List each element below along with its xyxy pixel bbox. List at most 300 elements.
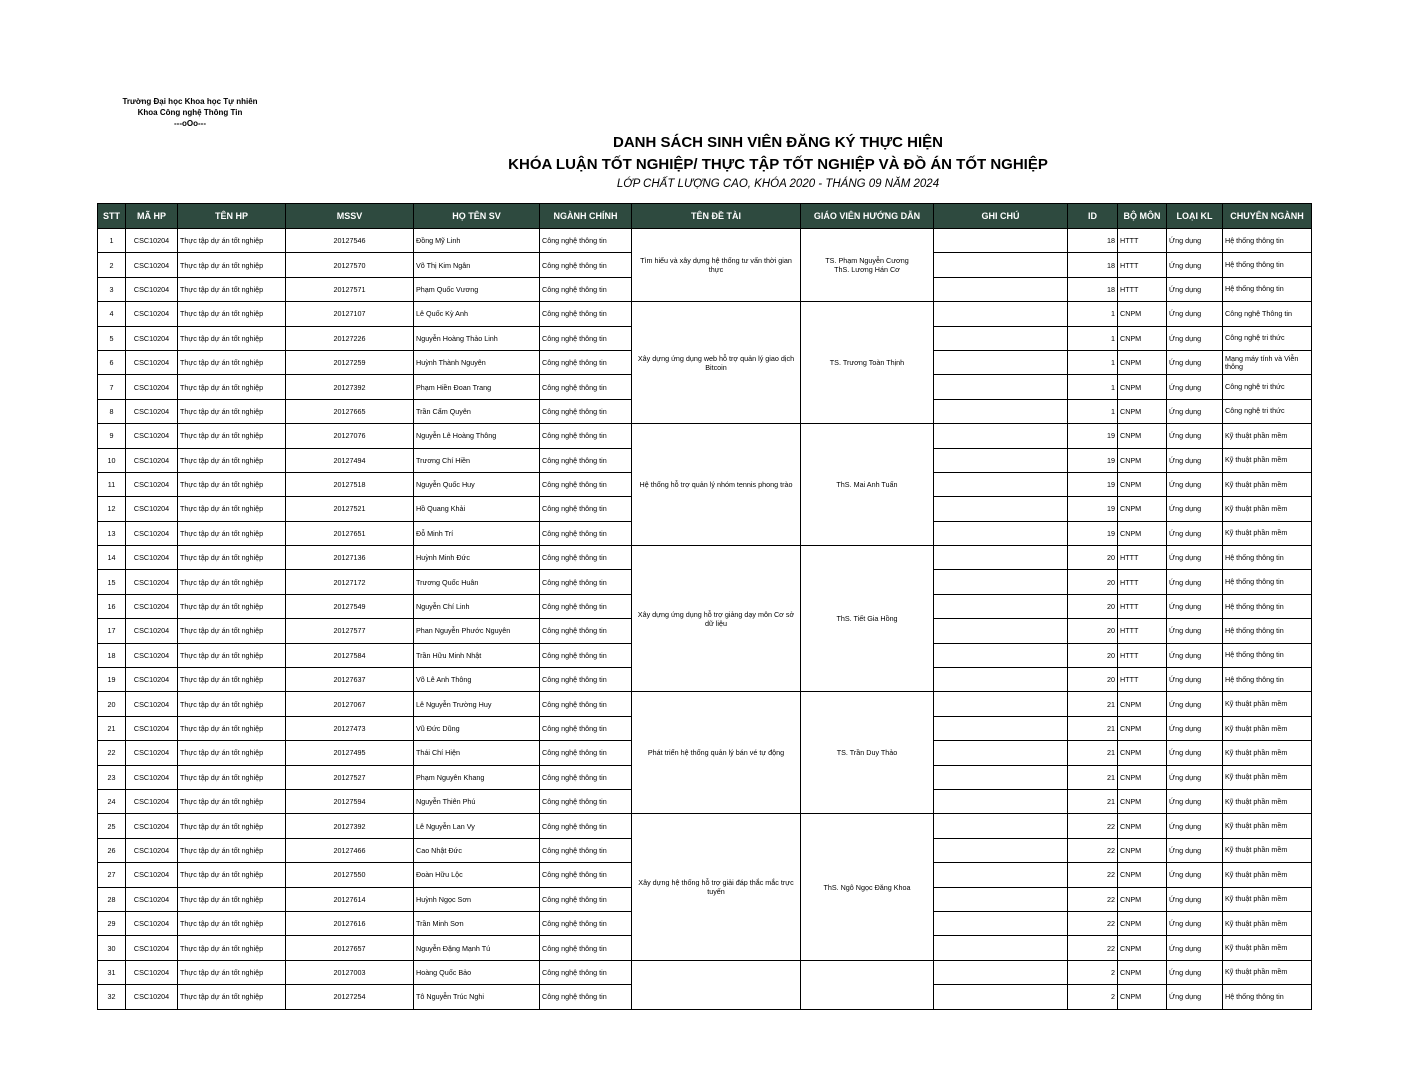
cell-mssv: 20127594 [286,789,414,813]
cell-id: 21 [1068,741,1118,765]
cell-nganh: Công nghệ thông tin [540,375,632,399]
cell-stt: 7 [98,375,126,399]
cell-loai: Ứng dụng [1167,546,1223,570]
cell-nganh: Công nghệ thông tin [540,594,632,618]
cell-loai: Ứng dụng [1167,594,1223,618]
cell-loai: Ứng dụng [1167,448,1223,472]
cell-ten-hp: Thực tập dự án tốt nghiệp [178,472,286,496]
cell-ma-hp: CSC10204 [126,643,178,667]
cell-advisor: TS. Trần Duy Thảo [801,692,934,814]
cell-loai: Ứng dụng [1167,985,1223,1009]
cell-nganh: Công nghệ thông tin [540,668,632,692]
cell-id: 22 [1068,863,1118,887]
cell-ten-hp: Thực tập dự án tốt nghiệp [178,277,286,301]
cell-ghi-chu [934,741,1068,765]
cell-nganh: Công nghệ thông tin [540,838,632,862]
cell-mssv: 20127614 [286,887,414,911]
cell-stt: 32 [98,985,126,1009]
cell-bo-mon: CNPM [1118,521,1167,545]
cell-ho-ten: Trần Cẩm Quyên [414,399,540,423]
cell-stt: 12 [98,497,126,521]
cell-ma-hp: CSC10204 [126,741,178,765]
cell-id: 19 [1068,472,1118,496]
cell-ghi-chu [934,619,1068,643]
cell-chuyen-nganh: Công nghệ Thông tin [1223,302,1312,326]
table-row [98,546,1312,570]
cell-mssv: 20127570 [286,253,414,277]
cell-chuyen-nganh: Kỹ thuật phần mềm [1223,448,1312,472]
cell-ma-hp: CSC10204 [126,789,178,813]
cell-ho-ten: Đoàn Hữu Lộc [414,863,540,887]
cell-stt: 2 [98,253,126,277]
cell-loai: Ứng dụng [1167,326,1223,350]
cell-ma-hp: CSC10204 [126,960,178,984]
cell-nganh: Công nghệ thông tin [540,302,632,326]
cell-nganh: Công nghệ thông tin [540,229,632,253]
cell-ho-ten: Nguyễn Quốc Huy [414,472,540,496]
cell-chuyen-nganh: Kỹ thuật phần mềm [1223,472,1312,496]
cell-loai: Ứng dụng [1167,399,1223,423]
cell-stt: 20 [98,692,126,716]
cell-bo-mon: CNPM [1118,838,1167,862]
cell-loai: Ứng dụng [1167,716,1223,740]
cell-advisor [801,960,934,1009]
cell-bo-mon: HTTT [1118,546,1167,570]
cell-ma-hp: CSC10204 [126,668,178,692]
cell-nganh: Công nghệ thông tin [540,326,632,350]
cell-mssv: 20127521 [286,497,414,521]
cell-ma-hp: CSC10204 [126,375,178,399]
cell-bo-mon: CNPM [1118,911,1167,935]
cell-ghi-chu [934,277,1068,301]
cell-loai: Ứng dụng [1167,936,1223,960]
cell-mssv: 20127067 [286,692,414,716]
cell-chuyen-nganh: Công nghệ tri thức [1223,326,1312,350]
cell-id: 19 [1068,448,1118,472]
cell-stt: 30 [98,936,126,960]
cell-nganh: Công nghệ thông tin [540,424,632,448]
cell-topic [632,960,801,1009]
student-table [97,203,1312,1010]
cell-ma-hp: CSC10204 [126,911,178,935]
cell-ghi-chu [934,350,1068,374]
cell-nganh: Công nghệ thông tin [540,350,632,374]
title-line-2: KHÓA LUẬN TỐT NGHIỆP/ THỰC TẬP TỐT NGHIỆP VÀ ĐỒ ÁN TỐT NGHIỆP [508,156,1048,173]
cell-advisor: TS. Phạm Nguyễn Cương ThS. Lương Hán Cơ [801,229,934,302]
cell-loai: Ứng dụng [1167,814,1223,838]
cell-id: 1 [1068,399,1118,423]
cell-id: 18 [1068,229,1118,253]
cell-bo-mon: CNPM [1118,789,1167,813]
cell-mssv: 20127076 [286,424,414,448]
cell-mssv: 20127003 [286,960,414,984]
cell-ho-ten: Thái Chí Hiện [414,741,540,765]
cell-bo-mon: CNPM [1118,497,1167,521]
ornament: ---oOo--- [174,119,206,128]
cell-bo-mon: HTTT [1118,668,1167,692]
cell-stt: 29 [98,911,126,935]
cell-nganh: Công nghệ thông tin [540,497,632,521]
cell-chuyen-nganh: Kỹ thuật phần mềm [1223,497,1312,521]
cell-nganh: Công nghệ thông tin [540,277,632,301]
cell-advisor: TS. Trương Toàn Thịnh [801,302,934,424]
cell-loai: Ứng dụng [1167,741,1223,765]
cell-id: 20 [1068,594,1118,618]
cell-chuyen-nganh: Hệ thống thông tin [1223,619,1312,643]
cell-nganh: Công nghệ thông tin [540,253,632,277]
cell-ten-hp: Thực tập dự án tốt nghiệp [178,863,286,887]
cell-nganh: Công nghệ thông tin [540,887,632,911]
cell-stt: 9 [98,424,126,448]
cell-ten-hp: Thực tập dự án tốt nghiệp [178,765,286,789]
cell-mssv: 20127392 [286,814,414,838]
cell-chuyen-nganh: Hệ thống thông tin [1223,594,1312,618]
cell-nganh: Công nghệ thông tin [540,814,632,838]
cell-ten-hp: Thực tập dự án tốt nghiệp [178,692,286,716]
cell-ghi-chu [934,594,1068,618]
cell-stt: 3 [98,277,126,301]
cell-mssv: 20127107 [286,302,414,326]
cell-chuyen-nganh: Kỹ thuật phần mềm [1223,521,1312,545]
cell-loai: Ứng dụng [1167,960,1223,984]
cell-nganh: Công nghệ thông tin [540,619,632,643]
cell-mssv: 20127637 [286,668,414,692]
cell-chuyen-nganh: Kỹ thuật phần mềm [1223,960,1312,984]
column-header: LOẠI KL [1167,204,1223,229]
cell-ghi-chu [934,765,1068,789]
column-header: TÊN ĐỀ TÀI [632,204,801,229]
table-row [98,692,1312,716]
cell-ma-hp: CSC10204 [126,887,178,911]
cell-loai: Ứng dụng [1167,570,1223,594]
cell-id: 21 [1068,789,1118,813]
table-row [98,814,1312,838]
cell-bo-mon: HTTT [1118,277,1167,301]
cell-advisor: ThS. Ngô Ngọc Đăng Khoa [801,814,934,960]
cell-mssv: 20127657 [286,936,414,960]
table-row [98,424,1312,448]
cell-chuyen-nganh: Hệ thống thông tin [1223,229,1312,253]
cell-bo-mon: CNPM [1118,765,1167,789]
cell-ma-hp: CSC10204 [126,765,178,789]
cell-ma-hp: CSC10204 [126,546,178,570]
cell-ten-hp: Thực tập dự án tốt nghiệp [178,668,286,692]
cell-bo-mon: CNPM [1118,887,1167,911]
cell-id: 1 [1068,302,1118,326]
cell-ten-hp: Thực tập dự án tốt nghiệp [178,741,286,765]
column-header: STT [98,204,126,229]
cell-bo-mon: CNPM [1118,960,1167,984]
cell-ma-hp: CSC10204 [126,302,178,326]
cell-chuyen-nganh: Hệ thống thông tin [1223,570,1312,594]
cell-ghi-chu [934,229,1068,253]
cell-nganh: Công nghệ thông tin [540,741,632,765]
cell-ten-hp: Thực tập dự án tốt nghiệp [178,302,286,326]
cell-nganh: Công nghệ thông tin [540,448,632,472]
cell-ten-hp: Thực tập dự án tốt nghiệp [178,716,286,740]
cell-bo-mon: CNPM [1118,350,1167,374]
cell-chuyen-nganh: Kỹ thuật phần mềm [1223,424,1312,448]
cell-topic: Tìm hiểu và xây dựng hệ thống tư vấn thời gian thực [632,229,801,302]
cell-stt: 23 [98,765,126,789]
cell-ghi-chu [934,960,1068,984]
cell-ten-hp: Thực tập dự án tốt nghiệp [178,911,286,935]
cell-ma-hp: CSC10204 [126,472,178,496]
column-header: ID [1068,204,1118,229]
cell-id: 19 [1068,521,1118,545]
cell-ma-hp: CSC10204 [126,521,178,545]
cell-mssv: 20127518 [286,472,414,496]
cell-chuyen-nganh: Hệ thống thông tin [1223,546,1312,570]
cell-stt: 24 [98,789,126,813]
cell-ten-hp: Thực tập dự án tốt nghiệp [178,350,286,374]
cell-stt: 10 [98,448,126,472]
cell-ten-hp: Thực tập dự án tốt nghiệp [178,838,286,862]
cell-ho-ten: Lê Quốc Kỳ Anh [414,302,540,326]
cell-ten-hp: Thực tập dự án tốt nghiệp [178,521,286,545]
cell-id: 19 [1068,424,1118,448]
cell-nganh: Công nghệ thông tin [540,789,632,813]
cell-stt: 1 [98,229,126,253]
cell-ma-hp: CSC10204 [126,350,178,374]
cell-chuyen-nganh: Công nghệ tri thức [1223,399,1312,423]
cell-loai: Ứng dụng [1167,302,1223,326]
cell-stt: 22 [98,741,126,765]
cell-ho-ten: Nguyễn Thiên Phú [414,789,540,813]
cell-bo-mon: CNPM [1118,472,1167,496]
cell-loai: Ứng dụng [1167,887,1223,911]
cell-ten-hp: Thực tập dự án tốt nghiệp [178,448,286,472]
cell-stt: 8 [98,399,126,423]
cell-ghi-chu [934,570,1068,594]
table-body [98,229,1312,1010]
cell-id: 22 [1068,936,1118,960]
cell-loai: Ứng dụng [1167,375,1223,399]
cell-mssv: 20127494 [286,448,414,472]
cell-loai: Ứng dụng [1167,229,1223,253]
institution-name: Trường Đại học Khoa học Tự nhiên [122,97,258,106]
cell-ma-hp: CSC10204 [126,814,178,838]
cell-id: 21 [1068,765,1118,789]
cell-ma-hp: CSC10204 [126,277,178,301]
cell-mssv: 20127136 [286,546,414,570]
cell-ghi-chu [934,326,1068,350]
cell-loai: Ứng dụng [1167,350,1223,374]
cell-ho-ten: Phạm Hiền Đoan Trang [414,375,540,399]
table-row [98,302,1312,326]
cell-bo-mon: CNPM [1118,936,1167,960]
cell-bo-mon: CNPM [1118,375,1167,399]
cell-ma-hp: CSC10204 [126,863,178,887]
cell-ghi-chu [934,716,1068,740]
cell-topic: Xây dựng ứng dụng web hỗ trợ quản lý giao dịch Bitcoin [632,302,801,424]
cell-id: 20 [1068,619,1118,643]
cell-ghi-chu [934,375,1068,399]
cell-loai: Ứng dụng [1167,692,1223,716]
cell-stt: 26 [98,838,126,862]
cell-id: 1 [1068,375,1118,399]
cell-ten-hp: Thực tập dự án tốt nghiệp [178,936,286,960]
cell-ten-hp: Thực tập dự án tốt nghiệp [178,399,286,423]
cell-loai: Ứng dụng [1167,911,1223,935]
cell-ten-hp: Thực tập dự án tốt nghiệp [178,546,286,570]
cell-ghi-chu [934,253,1068,277]
cell-stt: 11 [98,472,126,496]
cell-chuyen-nganh: Kỹ thuật phần mềm [1223,789,1312,813]
cell-ma-hp: CSC10204 [126,253,178,277]
cell-nganh: Công nghệ thông tin [540,692,632,716]
cell-stt: 19 [98,668,126,692]
cell-ten-hp: Thực tập dự án tốt nghiệp [178,887,286,911]
cell-nganh: Công nghệ thông tin [540,911,632,935]
cell-chuyen-nganh: Kỹ thuật phần mềm [1223,863,1312,887]
cell-stt: 13 [98,521,126,545]
cell-ghi-chu [934,546,1068,570]
cell-ghi-chu [934,863,1068,887]
cell-id: 21 [1068,716,1118,740]
cell-ghi-chu [934,814,1068,838]
cell-stt: 5 [98,326,126,350]
cell-stt: 31 [98,960,126,984]
cell-ho-ten: Hồ Quang Khải [414,497,540,521]
cell-stt: 4 [98,302,126,326]
cell-ma-hp: CSC10204 [126,326,178,350]
cell-bo-mon: CNPM [1118,302,1167,326]
title-line-1: DANH SÁCH SINH VIÊN ĐĂNG KÝ THỰC HIỆN [613,134,943,151]
table-header-row [98,204,1312,229]
cell-ten-hp: Thực tập dự án tốt nghiệp [178,326,286,350]
cell-ho-ten: Lê Nguyễn Trường Huy [414,692,540,716]
cell-nganh: Công nghệ thông tin [540,546,632,570]
cell-mssv: 20127254 [286,985,414,1009]
cell-bo-mon: CNPM [1118,326,1167,350]
cell-ho-ten: Huỳnh Thành Nguyên [414,350,540,374]
cell-topic: Xây dựng ứng dụng hỗ trợ giảng dạy môn Cơ sở dữ liệu [632,546,801,692]
table-row [98,229,1312,253]
column-header: GHI CHÚ [934,204,1068,229]
cell-stt: 28 [98,887,126,911]
column-header: GIÁO VIÊN HƯỚNG DẪN [801,204,934,229]
cell-ho-ten: Võ Thị Kim Ngân [414,253,540,277]
cell-mssv: 20127495 [286,741,414,765]
cell-mssv: 20127466 [286,838,414,862]
faculty-name: Khoa Công nghệ Thông Tin [137,108,243,117]
cell-chuyen-nganh: Hệ thống thông tin [1223,643,1312,667]
cell-stt: 25 [98,814,126,838]
cell-ten-hp: Thực tập dự án tốt nghiệp [178,375,286,399]
cell-loai: Ứng dụng [1167,643,1223,667]
cell-ghi-chu [934,497,1068,521]
cell-id: 22 [1068,838,1118,862]
cell-ma-hp: CSC10204 [126,936,178,960]
cell-ho-ten: Trần Hữu Minh Nhật [414,643,540,667]
cell-ho-ten: Phan Nguyễn Phước Nguyên [414,619,540,643]
cell-bo-mon: CNPM [1118,716,1167,740]
cell-id: 20 [1068,546,1118,570]
cell-ghi-chu [934,668,1068,692]
cell-chuyen-nganh: Kỹ thuật phần mềm [1223,936,1312,960]
cell-topic: Xây dựng hệ thống hỗ trợ giải đáp thắc mắc trực tuyến [632,814,801,960]
cell-chuyen-nganh: Kỹ thuật phần mềm [1223,716,1312,740]
cell-ghi-chu [934,521,1068,545]
cell-ghi-chu [934,887,1068,911]
cell-ghi-chu [934,838,1068,862]
document-title [300,132,1256,192]
cell-ten-hp: Thực tập dự án tốt nghiệp [178,253,286,277]
title-line-3: LỚP CHẤT LƯỢNG CAO, KHÓA 2020 - THÁNG 09 NĂM 2024 [616,178,940,190]
column-header: NGÀNH CHÍNH [540,204,632,229]
cell-ho-ten: Nguyễn Hoàng Thảo Linh [414,326,540,350]
cell-ten-hp: Thực tập dự án tốt nghiệp [178,985,286,1009]
cell-chuyen-nganh: Kỹ thuật phần mềm [1223,838,1312,862]
cell-id: 20 [1068,668,1118,692]
cell-mssv: 20127226 [286,326,414,350]
cell-mssv: 20127571 [286,277,414,301]
cell-ho-ten: Đồng Mỹ Linh [414,229,540,253]
cell-loai: Ứng dụng [1167,277,1223,301]
cell-loai: Ứng dụng [1167,521,1223,545]
cell-bo-mon: HTTT [1118,229,1167,253]
cell-stt: 6 [98,350,126,374]
cell-ma-hp: CSC10204 [126,985,178,1009]
cell-bo-mon: CNPM [1118,448,1167,472]
cell-bo-mon: CNPM [1118,424,1167,448]
cell-loai: Ứng dụng [1167,424,1223,448]
cell-ghi-chu [934,911,1068,935]
cell-ho-ten: Lê Nguyễn Lan Vy [414,814,540,838]
column-header: BỘ MÔN [1118,204,1167,229]
cell-bo-mon: CNPM [1118,692,1167,716]
cell-ho-ten: Cao Nhật Đức [414,838,540,862]
cell-mssv: 20127172 [286,570,414,594]
cell-ho-ten: Hoàng Quốc Bảo [414,960,540,984]
cell-topic: Hệ thống hỗ trợ quản lý nhóm tennis phong trào [632,424,801,546]
cell-ghi-chu [934,643,1068,667]
cell-nganh: Công nghệ thông tin [540,716,632,740]
cell-ghi-chu [934,302,1068,326]
cell-stt: 14 [98,546,126,570]
cell-ho-ten: Phạm Quốc Vương [414,277,540,301]
cell-ho-ten: Tô Nguyễn Trúc Nghi [414,985,540,1009]
cell-mssv: 20127550 [286,863,414,887]
cell-ho-ten: Huỳnh Ngọc Sơn [414,887,540,911]
cell-ghi-chu [934,789,1068,813]
cell-ten-hp: Thực tập dự án tốt nghiệp [178,424,286,448]
cell-id: 20 [1068,643,1118,667]
cell-bo-mon: CNPM [1118,863,1167,887]
cell-id: 2 [1068,960,1118,984]
cell-nganh: Công nghệ thông tin [540,863,632,887]
cell-topic: Phát triển hệ thống quản lý bán vé tự động [632,692,801,814]
cell-chuyen-nganh: Kỹ thuật phần mềm [1223,887,1312,911]
column-header: HỌ TÊN SV [414,204,540,229]
cell-stt: 27 [98,863,126,887]
cell-bo-mon: CNPM [1118,985,1167,1009]
cell-bo-mon: CNPM [1118,814,1167,838]
column-header: TÊN HP [178,204,286,229]
column-header: MÃ HP [126,204,178,229]
cell-nganh: Công nghệ thông tin [540,472,632,496]
cell-ten-hp: Thực tập dự án tốt nghiệp [178,643,286,667]
cell-nganh: Công nghệ thông tin [540,765,632,789]
cell-ghi-chu [934,936,1068,960]
cell-nganh: Công nghệ thông tin [540,936,632,960]
cell-bo-mon: HTTT [1118,643,1167,667]
cell-mssv: 20127665 [286,399,414,423]
cell-ghi-chu [934,985,1068,1009]
cell-bo-mon: HTTT [1118,619,1167,643]
cell-ma-hp: CSC10204 [126,692,178,716]
